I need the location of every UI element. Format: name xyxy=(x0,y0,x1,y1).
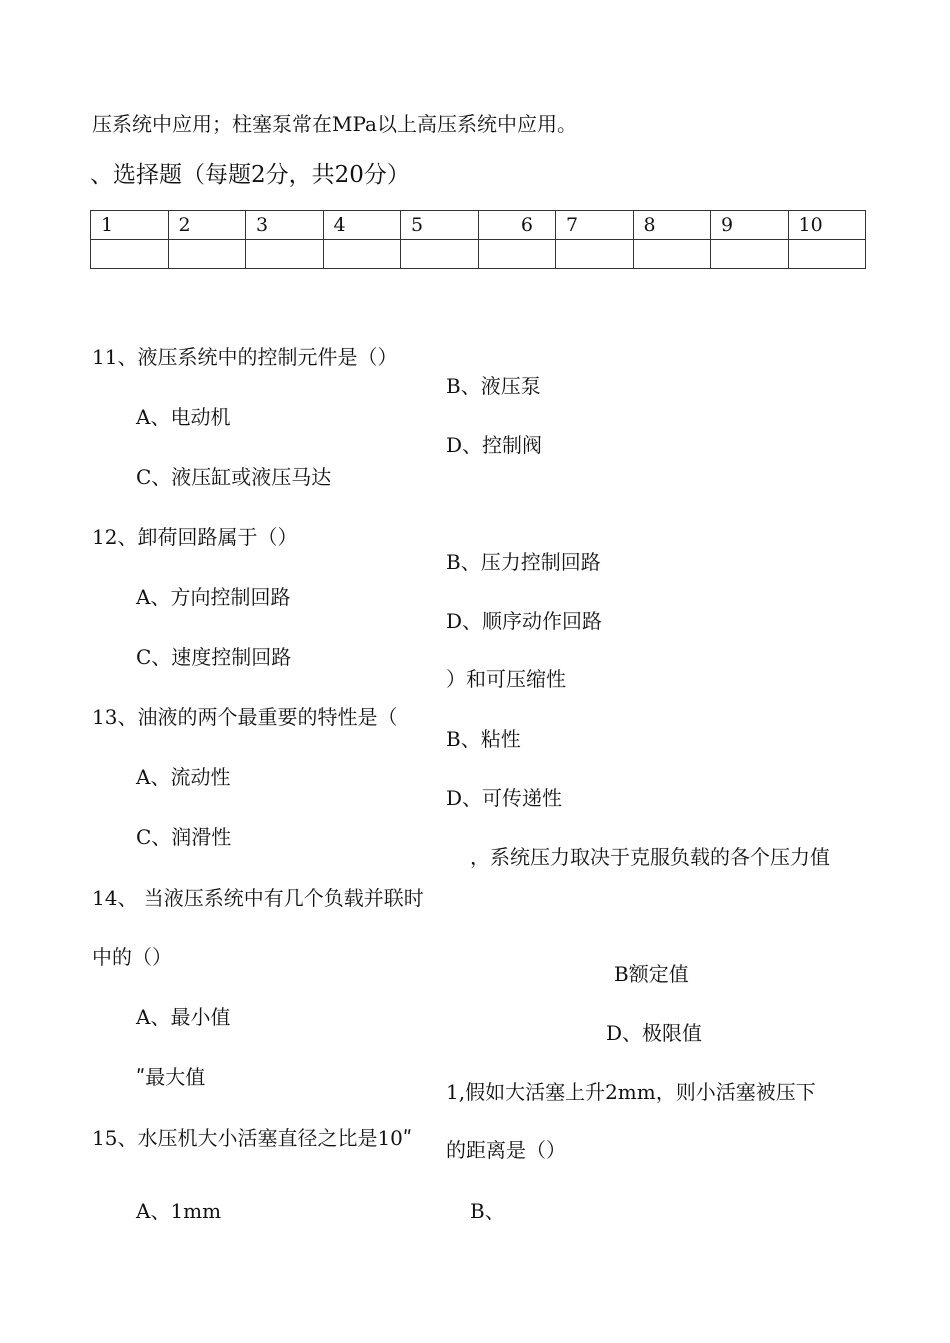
answer-col-10: 10 xyxy=(788,211,866,240)
answer-table xyxy=(90,210,866,269)
answer-col-1: 1 xyxy=(91,211,169,240)
q14-option-c: ʺ最大值 xyxy=(136,1065,206,1089)
q11-option-d: D、控制阀 xyxy=(446,433,543,457)
answer-col-8: 8 xyxy=(633,211,711,240)
q13-option-d: D、可传递性 xyxy=(446,786,563,810)
q13-stem: 13、油液的两个最重要的特性是（ xyxy=(92,705,398,729)
answer-col-4: 4 xyxy=(323,211,401,240)
section-title: 、选择题（每题2分，共20分） xyxy=(90,162,410,188)
q14-stem-continuation: ，系统压力取决于克服负载的各个压力值 xyxy=(470,845,830,869)
answer-cell-4 xyxy=(323,240,401,269)
answer-cell-5 xyxy=(401,240,479,269)
q14-stem: 14、 当液压系统中有几个负载并联时 xyxy=(92,886,424,910)
q11-option-b: B、液压泵 xyxy=(446,374,541,398)
answer-col-3: 3 xyxy=(246,211,324,240)
q14-option-a: A、最小值 xyxy=(136,1005,231,1029)
intro-line: 压系统中应用；柱塞泵常在MPa以上高压系统中应用。 xyxy=(92,112,577,136)
answer-cell-2 xyxy=(168,240,246,269)
q12-option-d: D、顺序动作回路 xyxy=(446,609,603,633)
q15-stem-continuation: 1,假如大活塞上升2mm，则小活塞被压下 xyxy=(446,1080,816,1104)
q15-option-a: A、1mm xyxy=(136,1199,222,1223)
q15-option-b: B、 xyxy=(470,1199,505,1223)
q11-option-c: C、液压缸或液压马达 xyxy=(136,465,332,489)
answer-table-header-row xyxy=(91,211,866,240)
answer-cell-8 xyxy=(633,240,711,269)
answer-col-5: 5 xyxy=(401,211,479,240)
q15-stem: 15、水压机大小活塞直径之比是10ʺ xyxy=(92,1126,413,1150)
answer-cell-7 xyxy=(556,240,634,269)
q13-option-c: C、润滑性 xyxy=(136,825,232,849)
answer-col-2: 2 xyxy=(168,211,246,240)
answer-cell-9 xyxy=(711,240,789,269)
q12-stem: 12、卸荷回路属于（） xyxy=(92,525,298,549)
q14-option-d: D、极限值 xyxy=(606,1021,703,1045)
q12-option-c: C、速度控制回路 xyxy=(136,645,292,669)
q15-stem-end: 的距离是（） xyxy=(446,1138,566,1162)
answer-cell-6 xyxy=(478,240,556,269)
answer-cell-3 xyxy=(246,240,324,269)
q13-stem-continuation: ）和可压缩性 xyxy=(446,667,566,691)
q14-option-b: B额定值 xyxy=(614,962,689,986)
answer-table-answer-row xyxy=(91,240,866,269)
q11-stem: 11、液压系统中的控制元件是（） xyxy=(92,345,398,369)
q13-option-a: A、流动性 xyxy=(136,765,231,789)
q12-option-b: B、压力控制回路 xyxy=(446,550,601,574)
q11-option-a: A、电动机 xyxy=(136,405,231,429)
answer-col-7: 7 xyxy=(556,211,634,240)
q12-option-a: A、方向控制回路 xyxy=(136,585,291,609)
answer-col-6: 6 xyxy=(478,211,556,240)
answer-col-9: 9 xyxy=(711,211,789,240)
answer-cell-10 xyxy=(788,240,866,269)
q14-stem-end: 中的（） xyxy=(92,945,172,969)
answer-cell-1 xyxy=(91,240,169,269)
q13-option-b: B、粘性 xyxy=(446,727,521,751)
